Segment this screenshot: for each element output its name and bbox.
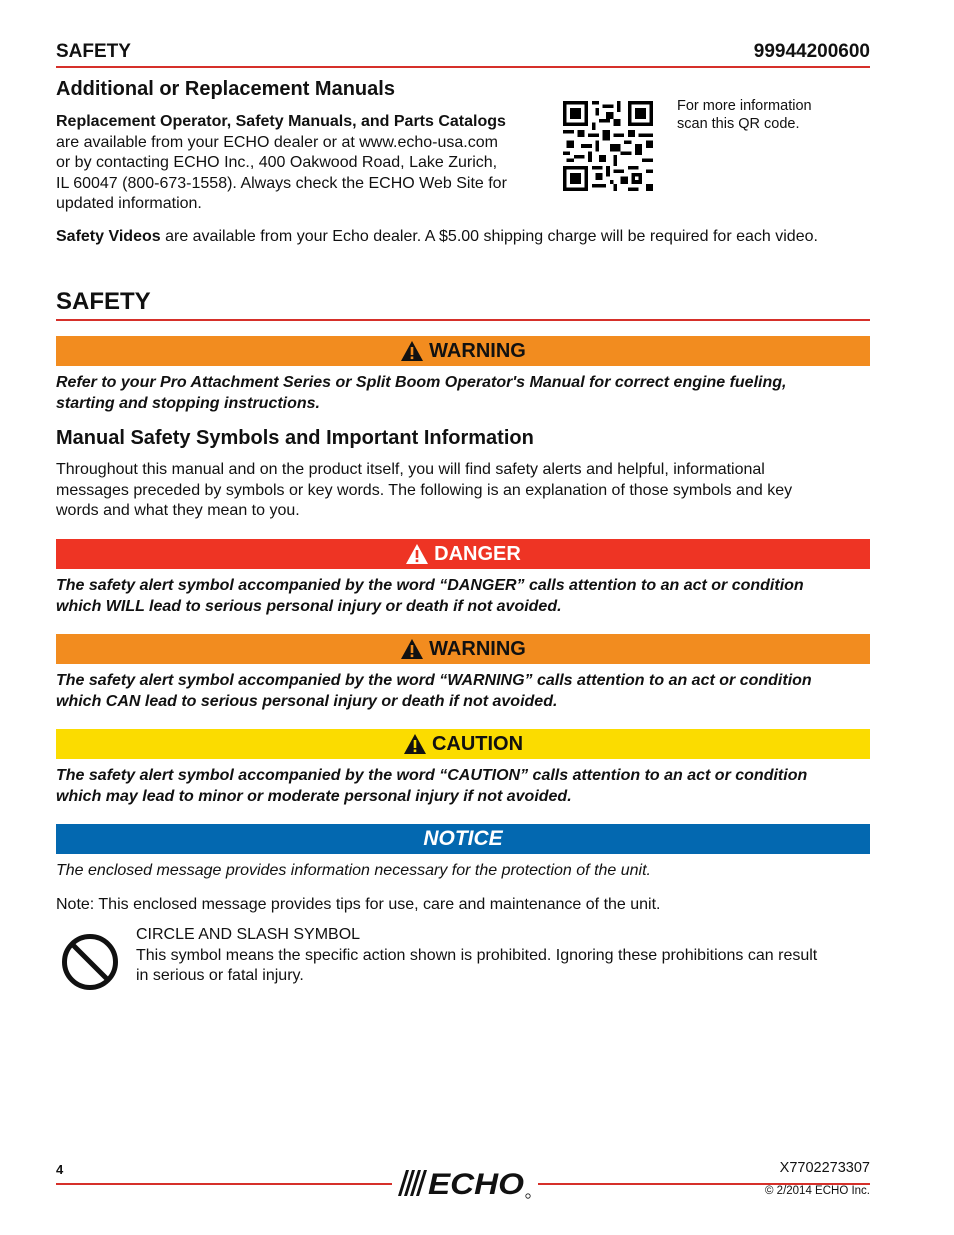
symbols-heading: Manual Safety Symbols and Important Information: [56, 427, 534, 449]
warning2-text-line-2: which CAN lead to serious personal injury or death if not avoided.: [56, 692, 558, 710]
caution-label: CAUTION: [431, 732, 524, 755]
qr-caption: [677, 97, 867, 133]
note-text: Note: This enclosed message provides tips for use, care and maintenance of the unit.: [56, 896, 661, 913]
manuals-line-1: are available from your ECHO dealer or at www.echo-usa.com: [56, 133, 498, 151]
danger-text-line-1: The safety alert symbol accompanied by the word “DANGER” calls attention to an act or condition: [56, 577, 804, 594]
warning-label-2: WARNING: [429, 637, 526, 660]
warning2-text-line-1: The safety alert symbol accompanied by the word “WARNING” calls attention to an act or condition: [56, 672, 812, 689]
header-part-number: 99944200600: [753, 41, 870, 62]
manuals-line-3: IL 60047 (800-673-1558). Always check the ECHO Web Site for: [56, 174, 507, 192]
prohibit-title: CIRCLE AND SLASH SYMBOL: [136, 926, 361, 943]
danger-bar: [56, 539, 870, 569]
notice-text: The enclosed message provides information necessary for the protection of the unit.: [56, 862, 651, 879]
caution-text-line-1: The safety alert symbol accompanied by the word “CAUTION” calls attention to an act or condition: [56, 767, 808, 784]
notice-bar: [56, 824, 870, 854]
videos-paragraph: [56, 227, 870, 248]
copyright: © 2/2014 ECHO Inc.: [765, 1185, 870, 1197]
prohibit-line-2: in serious or fatal injury.: [136, 967, 304, 984]
warning-text-2: [56, 671, 870, 712]
page-number: 4: [56, 1162, 64, 1177]
warning-text-line-1: Refer to your Pro Attachment Series or Split Boom Operator's Manual for correct engine fueling,: [56, 374, 787, 391]
running-header: [56, 33, 870, 68]
caution-text-line-2: which may lead to minor or moderate personal injury if not avoided.: [56, 787, 572, 805]
danger-text: [56, 576, 870, 617]
warning-text-line-2: starting and stopping instructions.: [56, 394, 320, 412]
symbols-paragraph: [56, 460, 870, 522]
symbols-line-3: words and what they mean to you.: [56, 502, 300, 519]
prohibit-description: [136, 925, 871, 987]
manuals-heading: Additional or Replacement Manuals: [56, 78, 395, 100]
manuals-line-4: updated information.: [56, 195, 202, 212]
header-section-name: SAFETY: [56, 41, 131, 62]
prohibit-line-1: This symbol means the specific action shown is prohibited. Ignoring these prohibitions can result: [136, 946, 818, 964]
manual-page: [56, 0, 870, 1235]
warning-bar-2: [56, 634, 870, 664]
footer-rule-left: [56, 1183, 392, 1185]
warning-text: [56, 373, 870, 414]
videos-text: are available from your Echo dealer. A $5.00 shipping charge will be required for each video.: [160, 228, 818, 245]
symbols-line-1: Throughout this manual and on the product itself, you will find safety alerts and helpful, informational: [56, 461, 765, 478]
caution-text: [56, 766, 870, 807]
circle-slash-icon: [60, 932, 120, 992]
warning-triangle-icon: [400, 638, 424, 660]
qr-caption-line-2: scan this QR code.: [677, 116, 800, 132]
videos-bold-lead: Safety Videos: [56, 228, 161, 245]
section-title: SAFETY: [56, 285, 870, 321]
notice-label: NOTICE: [423, 827, 503, 850]
qr-caption-line-1: For more information: [677, 98, 812, 114]
warning-bar: [56, 336, 870, 366]
manuals-paragraph: [56, 112, 546, 215]
warning-label: WARNING: [429, 339, 526, 362]
warning-triangle-icon: [400, 340, 424, 362]
logo-text: ECHO: [428, 1168, 524, 1200]
echo-logo[interactable]: [394, 1166, 534, 1200]
symbols-line-2: messages preceded by symbols or key words. The following is an explanation of those symbols and key: [56, 481, 793, 499]
warning-triangle-icon: [405, 543, 429, 565]
danger-label: DANGER: [434, 542, 521, 565]
manuals-line-2: or by contacting ECHO Inc., 400 Oakwood Road, Lake Zurich,: [56, 154, 498, 171]
danger-text-line-2: which WILL lead to serious personal injury or death if not avoided.: [56, 597, 562, 615]
document-code: X7702273307: [779, 1160, 870, 1176]
manuals-bold-lead: Replacement Operator, Safety Manuals, and Parts Catalogs: [56, 113, 506, 130]
caution-bar: [56, 729, 870, 759]
warning-triangle-icon: [403, 733, 427, 755]
qr-code-icon[interactable]: [563, 101, 653, 191]
